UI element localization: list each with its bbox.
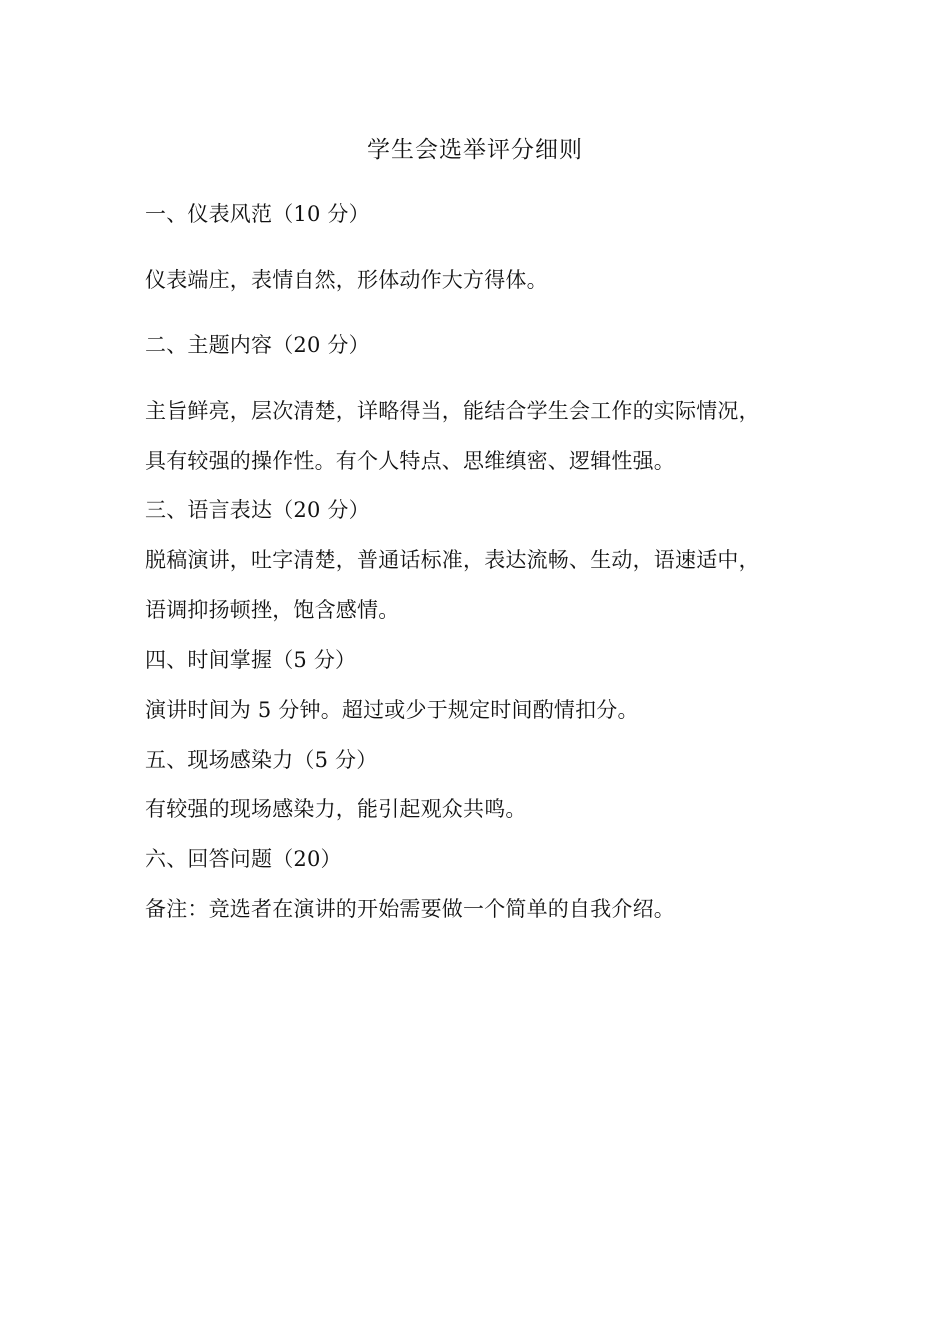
section-text-appearance: 仪表端庄，表情自然，形体动作大方得体。 — [145, 268, 548, 292]
document-title: 学生会选举评分细则 — [367, 137, 583, 163]
section-text-time: 演讲时间为 5 分钟。超过或少于规定时间酌情扣分。 — [145, 698, 639, 722]
section-heading-content: 二、主题内容（20 分） — [145, 333, 370, 357]
section-text-content-line-2: 具有较强的操作性。有个人特点、思维缜密、逻辑性强。 — [145, 449, 675, 473]
section-heading-impact: 五、现场感染力（5 分） — [145, 748, 378, 772]
section-heading-questions: 六、回答问题（20） — [145, 847, 342, 871]
section-text-language-line-1: 脱稿演讲，吐字清楚，普通话标准，表达流畅、生动，语速适中， — [145, 548, 760, 572]
section-text-impact: 有较强的现场感染力，能引起观众共鸣。 — [145, 797, 527, 821]
section-text-content-line-1: 主旨鲜亮，层次清楚，详略得当，能结合学生会工作的实际情况， — [145, 399, 760, 423]
section-heading-language: 三、语言表达（20 分） — [145, 498, 370, 522]
document-note: 备注：竞选者在演讲的开始需要做一个简单的自我介绍。 — [145, 897, 675, 921]
section-heading-appearance: 一、仪表风范（10 分） — [145, 202, 370, 226]
section-text-language-line-2: 语调抑扬顿挫，饱含感情。 — [145, 598, 400, 622]
section-heading-time: 四、时间掌握（5 分） — [145, 648, 357, 672]
